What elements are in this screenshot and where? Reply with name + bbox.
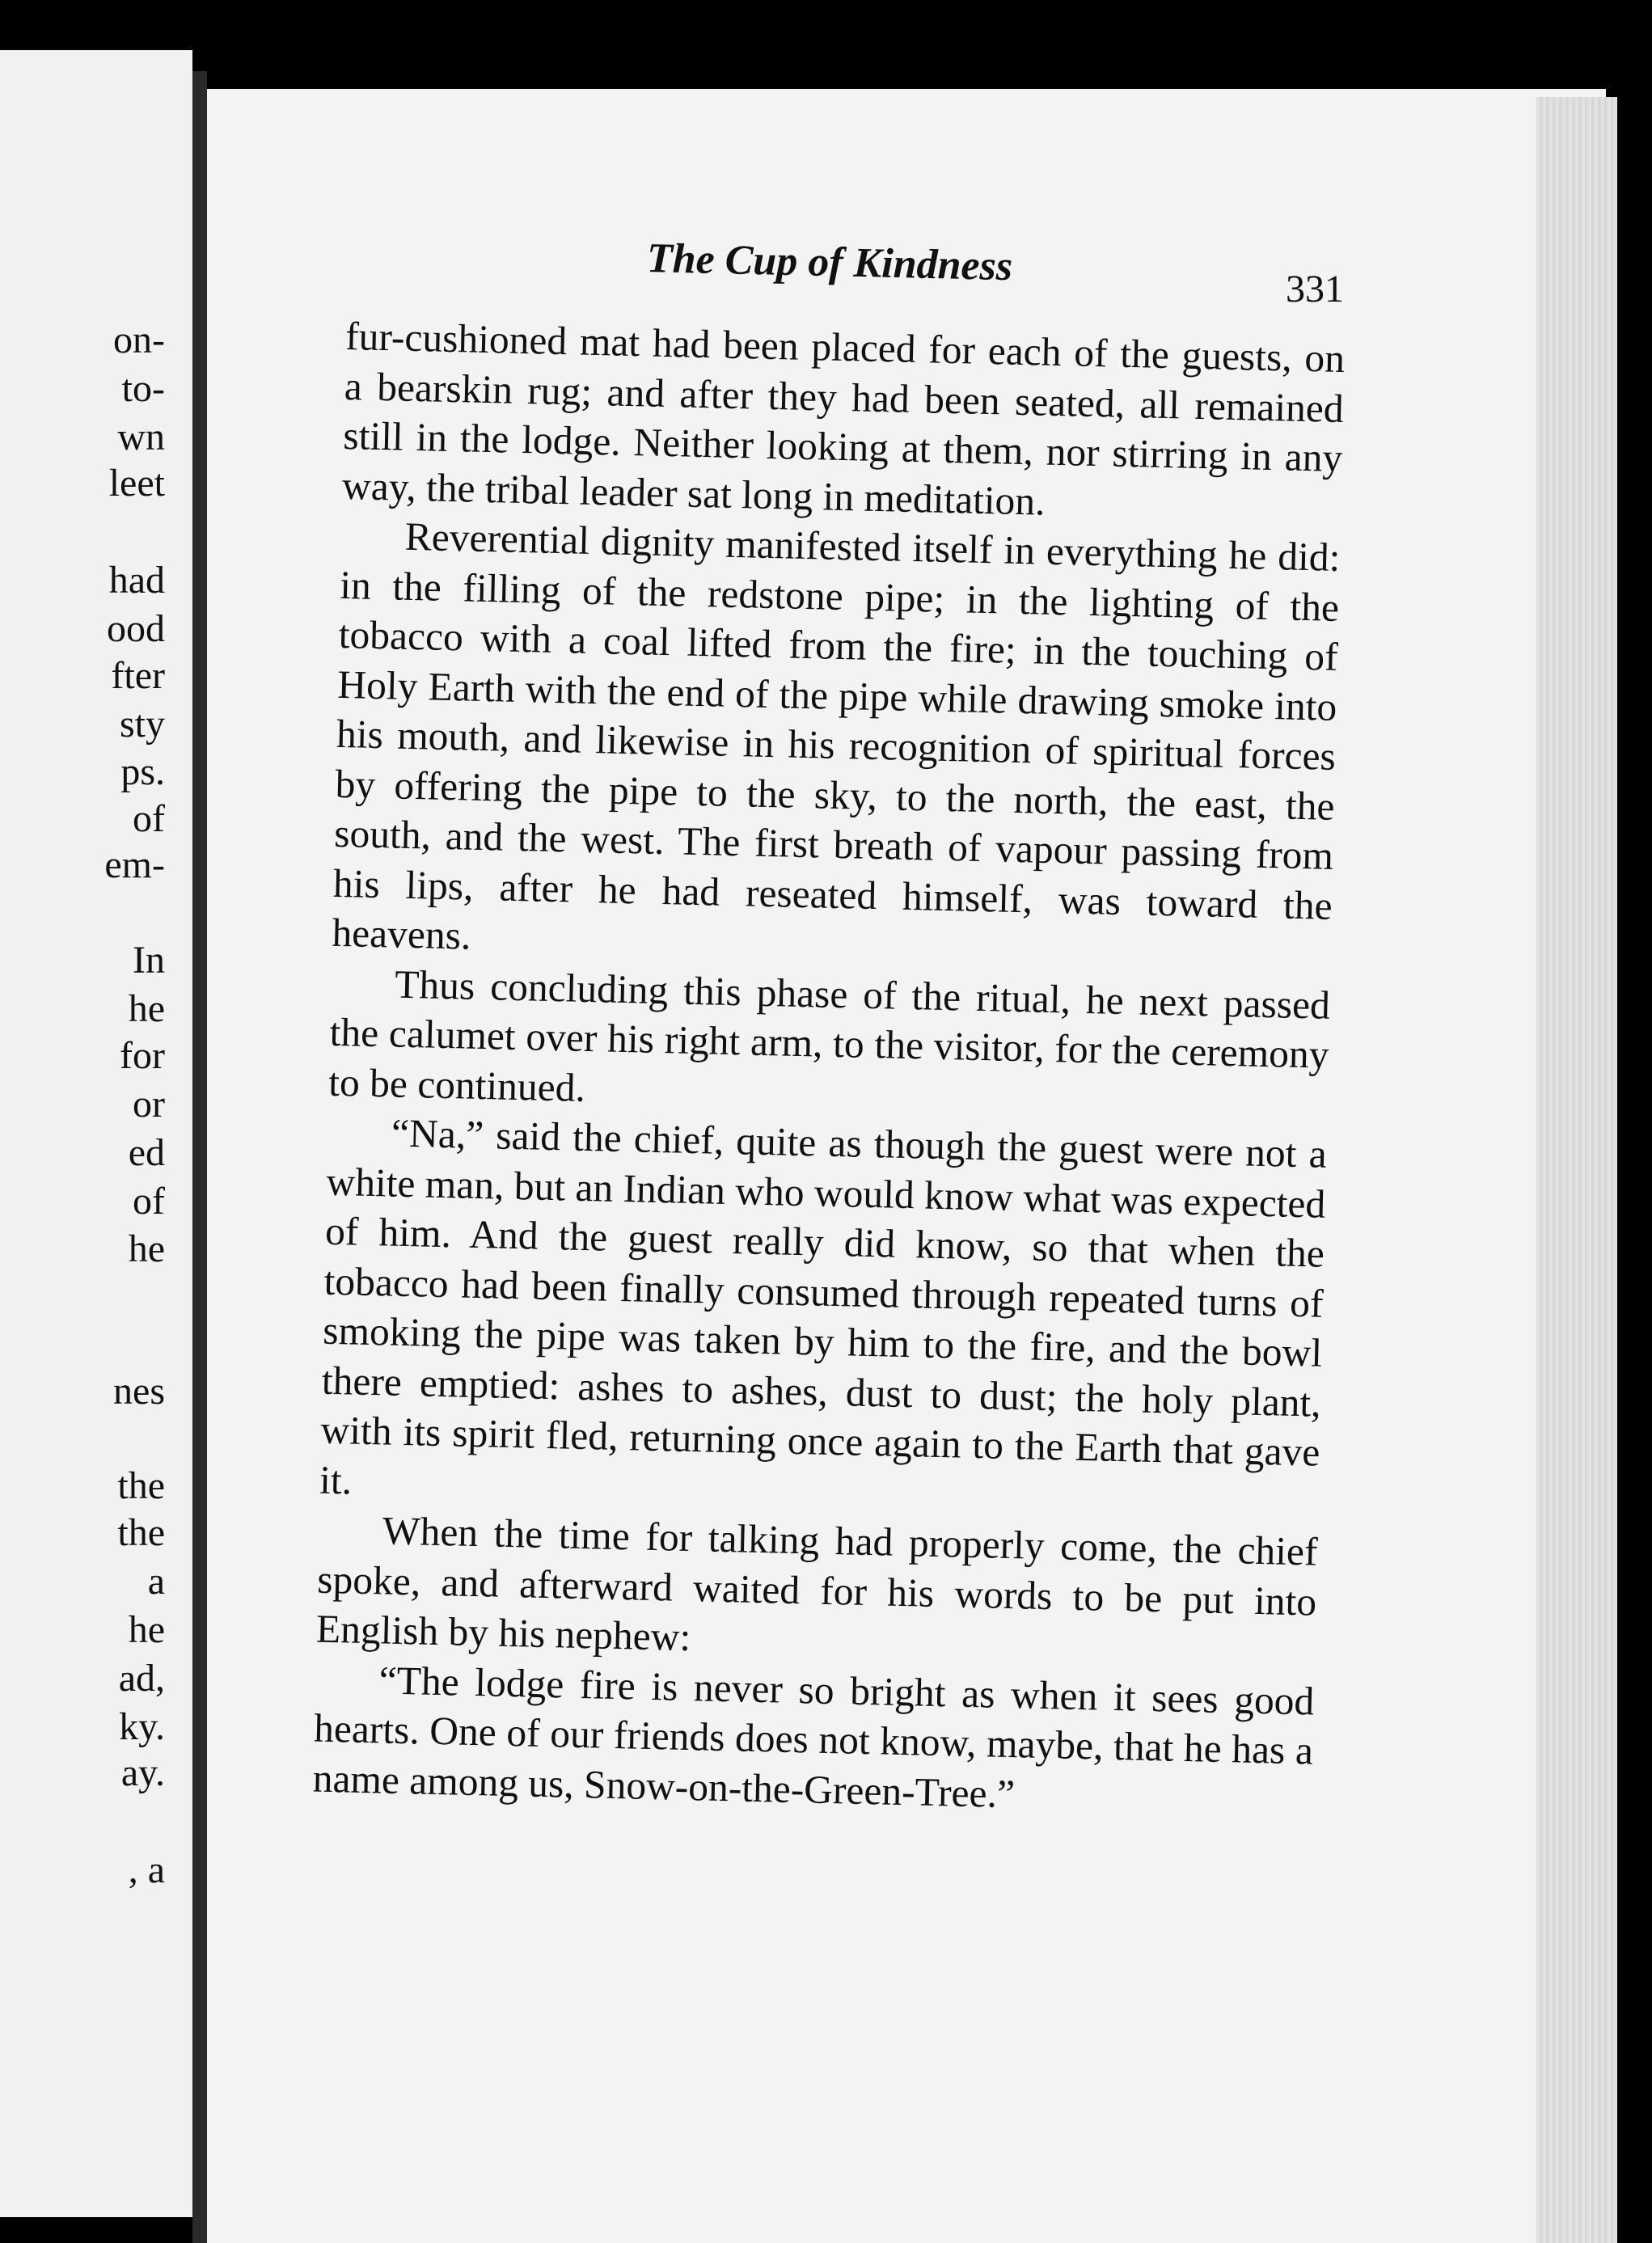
page-edges	[1536, 97, 1617, 2243]
body-text	[312, 311, 1346, 1826]
paragraph: Thus concluding this phase of the ritual, he next passed the calumet over his right arm, to the visitor, for the ceremony to be continued.	[327, 961, 1331, 1110]
left-page-line: or	[133, 1083, 165, 1126]
paragraph: “Na,” said the chief, quite as though the guest were not a white man, but an Indian who would know what was expected of him. And the guest really did know, so that when the tobacco had been finally consumed through repeated turns of smoking the pipe was taken by him to the fire, and the bowl there emptied: ashes to ashes, dust to dust; the holy plant, with its spirit fled, returning once again to the Earth that gave it.	[319, 1110, 1328, 1503]
left-page-line: of	[133, 797, 165, 840]
left-page-line: ed	[128, 1131, 165, 1174]
left-page-line: leet	[108, 462, 165, 505]
left-page-line: a	[147, 1560, 165, 1603]
left-page-line: In	[133, 939, 165, 982]
left-page-line: em-	[104, 843, 165, 886]
paragraph: fur-cushioned mat had been placed for each of the guests, on a bearskin rug; and after they had been seated, all remained still in the lodge. Neither looking at them, nor stirring in any way, the tribal leader sat long in meditation.	[341, 313, 1346, 524]
left-page-line: wn	[117, 416, 165, 458]
left-page-line: for	[120, 1034, 165, 1077]
paragraph: Reverential dignity manifested itself in everything he did: in the filling of the redstone pipe; in the lighting of the tobacco with a coal lifted from the fire; in the touching of Holy Earth with the end of the pipe while drawing smoke into his mouth, and likewise in his recognition of spiritual forces by offering the pipe to the sky, to the north, the east, the south, and the west. The first breath of vapour passing from his lips, after he had reseated himself, was toward the heavens.	[331, 513, 1341, 958]
left-page-line: to-	[121, 367, 165, 410]
left-page-line: the	[117, 1511, 165, 1554]
left-page-line: he	[128, 1227, 165, 1270]
left-page-line: on-	[113, 319, 165, 361]
paragraph: When the time for talking had properly come, the chief spoke, and afterward waited for his words to be put into English by his nephew:	[315, 1508, 1319, 1660]
left-page-line: had	[108, 559, 165, 602]
left-page-line: ood	[107, 607, 165, 650]
left-page-line: he	[128, 987, 165, 1030]
left-page-line: the	[117, 1464, 165, 1507]
paragraph: “The lodge fire is never so bright as when it sees good hearts. One of our friends does not know, maybe, that he has a name among us, Snow-on-the-Green-Tree.”	[312, 1657, 1315, 1816]
book-gutter	[192, 71, 207, 2243]
page-number: 331	[1286, 268, 1344, 310]
left-page-line: nes	[113, 1370, 165, 1413]
left-page	[0, 50, 192, 2217]
left-page-line: ad,	[118, 1657, 165, 1700]
left-page-line: fter	[111, 654, 165, 697]
left-page-line: sty	[119, 703, 165, 746]
running-head: The Cup of Kindness	[646, 235, 1013, 290]
left-page-line: ps.	[120, 750, 165, 793]
left-page-line: , a	[128, 1848, 165, 1891]
left-page-line: ky.	[119, 1705, 165, 1748]
left-page-line: of	[133, 1180, 165, 1223]
left-page-line: ay.	[120, 1751, 165, 1794]
left-page-line: he	[128, 1608, 165, 1651]
